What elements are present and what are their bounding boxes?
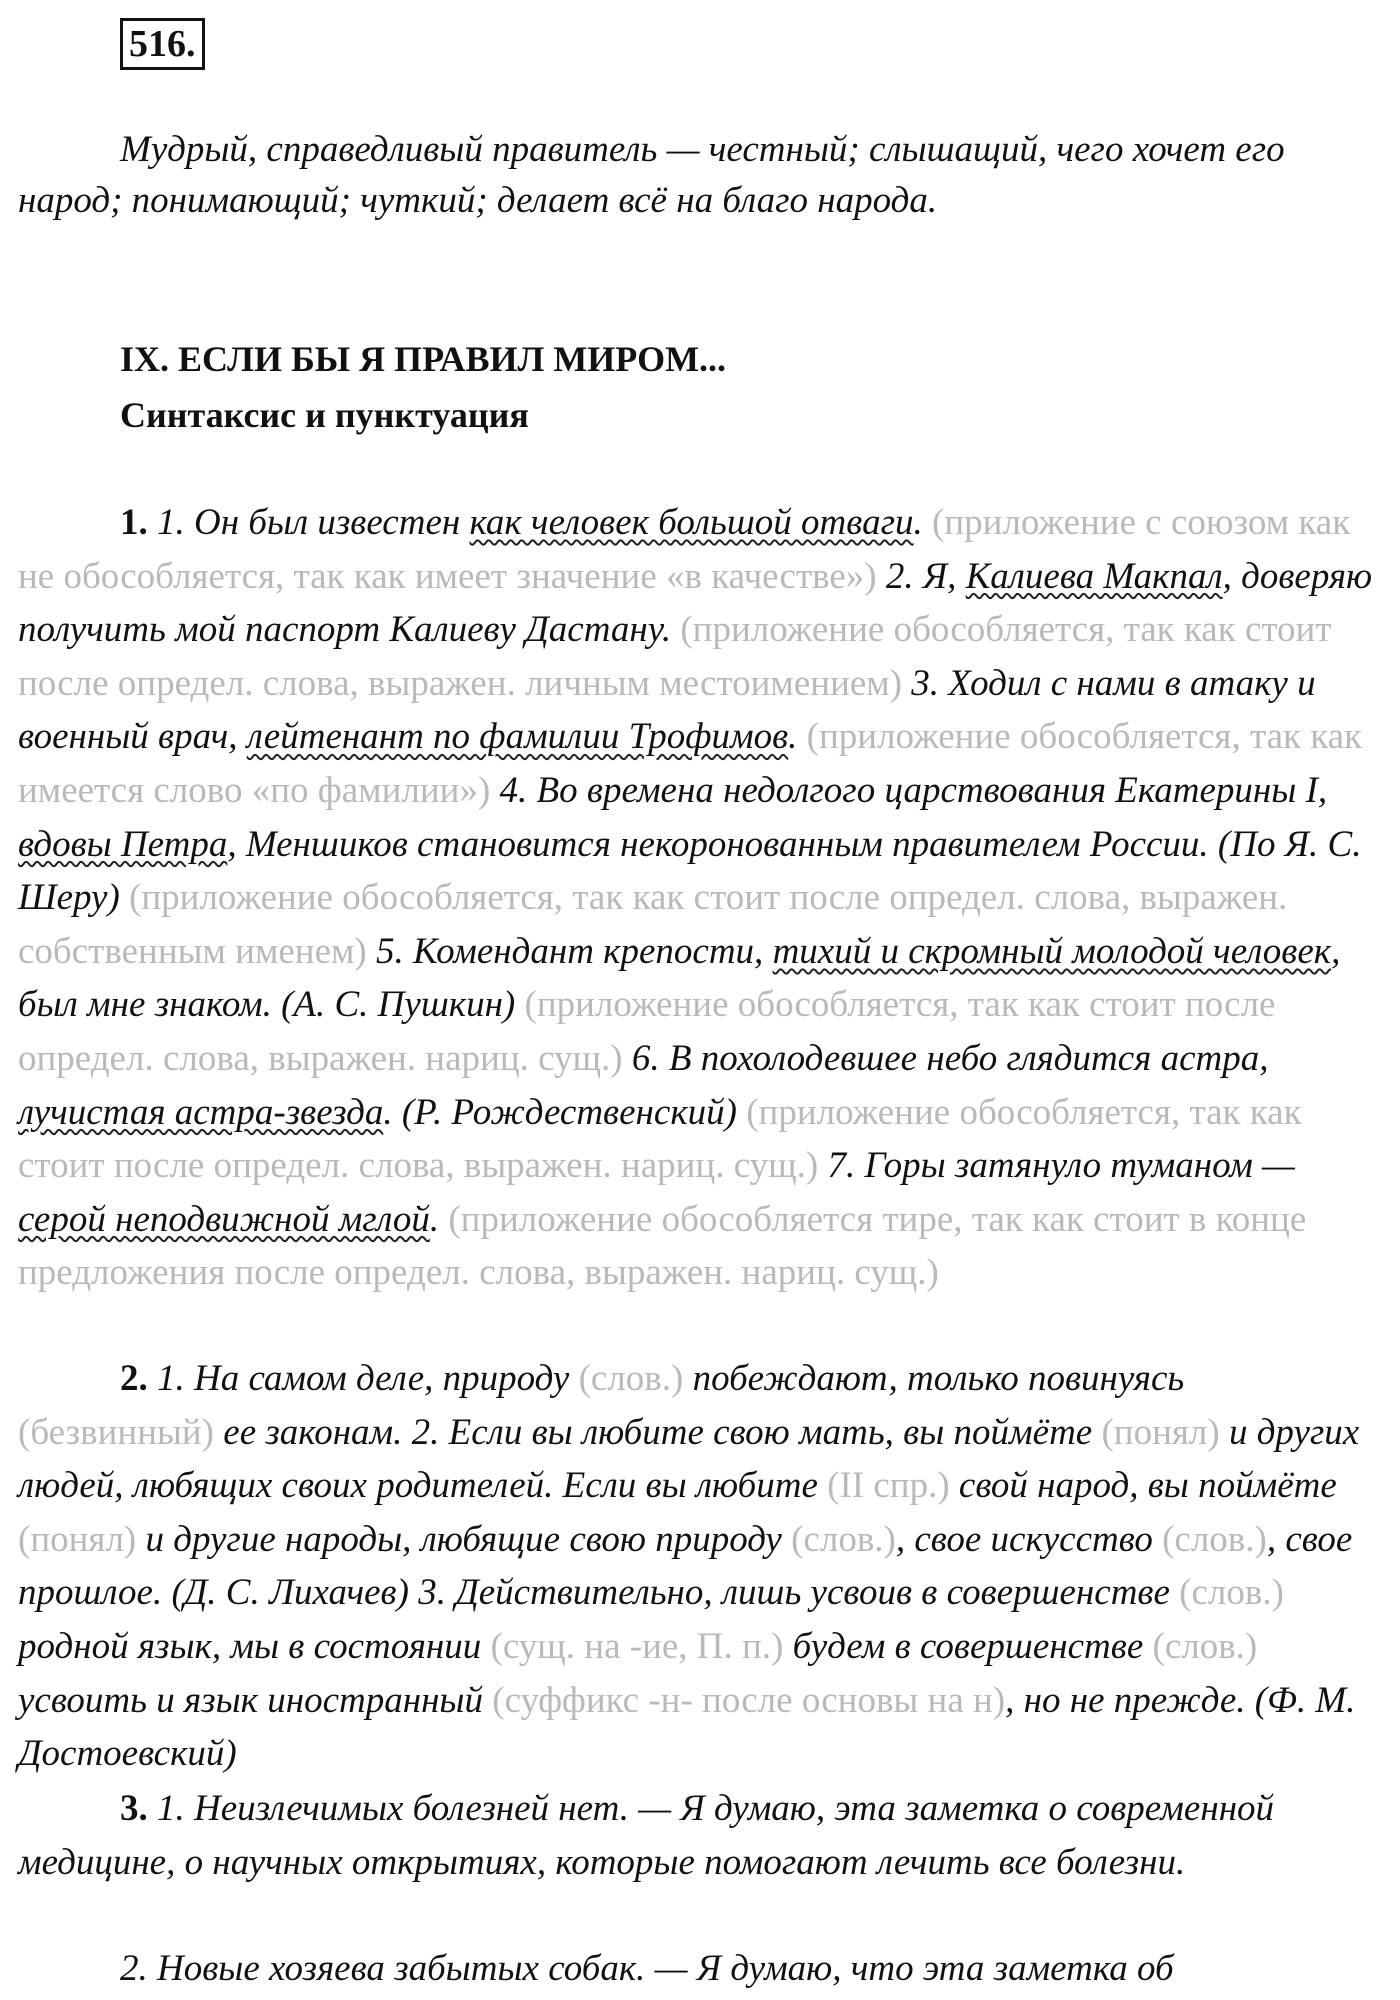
sentence-text: , был мне знаком. (А. С. Пушкин) bbox=[18, 930, 1341, 1026]
appositive-underlined: лучистая астра-звезда bbox=[18, 1091, 384, 1133]
sentence-text: 1. Неизлечимых болезней нет. — Я думаю, эта заметка о современной медицине, о научных открытиях, которые помогают лечить все болезни. bbox=[18, 1788, 1275, 1883]
sentence-text: . bbox=[913, 502, 933, 543]
spelling-note: (понял) bbox=[1101, 1411, 1220, 1453]
sentence-text: и другие народы, любящие свою природу bbox=[136, 1518, 792, 1560]
appositive-underlined: тихий и скромный молодой человек bbox=[772, 930, 1332, 972]
sentence-text: 3. Ходил с нами в атаку и военный врач, bbox=[18, 662, 1316, 758]
grammar-note: (приложение обособляется, так как имеется слово «по фамилии») bbox=[18, 716, 1363, 811]
sentence-text: 5. Комендант крепости, bbox=[366, 930, 773, 972]
sentence-text: , доверяю получить мой паспорт Калиеву Дастану. bbox=[18, 555, 1373, 651]
sentence-text: усвоить и язык иностранный bbox=[18, 1679, 493, 1721]
sentence-text: , но не прежде. (Ф. М. Достоевский) bbox=[18, 1679, 1356, 1775]
spelling-note: (понял) bbox=[18, 1518, 137, 1560]
grammar-note: (приложение обособляется тире, так как стоит в конце предложения после определ. слова, выражен. нариц. сущ.) bbox=[18, 1198, 1307, 1294]
appositive-underlined: Калиева Макпал bbox=[965, 555, 1223, 597]
sentence-text: 2. Я, bbox=[876, 555, 966, 597]
sentence-text: , свое искусство bbox=[895, 1518, 1163, 1560]
spelling-note: (слов.) bbox=[1179, 1572, 1284, 1614]
sentence-text: . bbox=[788, 716, 807, 758]
spelling-note: (слов.) bbox=[1162, 1518, 1267, 1560]
section-subtitle: Синтаксис и пунктуация bbox=[120, 395, 529, 435]
sentence-text: 6. В похолодевшее небо глядится астра, bbox=[622, 1037, 1269, 1079]
intro-paragraph: Мудрый, справедливый правитель — честный; слышащий, чего хочет его народ; понимающий; чуткий; делает всё на благо народа. bbox=[18, 129, 1285, 221]
grammar-note: (приложение обособляется, так как стоит после определ. слова, выражен. нариц. сущ.) bbox=[18, 984, 1276, 1079]
sentence-text: будем в совершенстве bbox=[783, 1625, 1153, 1667]
spelling-note: (суффикс -н- после основы на н) bbox=[492, 1679, 1006, 1721]
grammar-note: (приложение обособляется, так как стоит после определ. слова, выражен. собственным именем) bbox=[18, 877, 1288, 972]
appositive-underlined: как человек большой отваги bbox=[469, 502, 914, 543]
sentence-text: , Меншиков становится некоронованным правителем России. (По Я. С. Шеру) bbox=[18, 823, 1362, 919]
spelling-note: (II спр.) bbox=[827, 1465, 950, 1507]
spelling-note: (слов.) bbox=[578, 1358, 684, 1399]
spelling-note: (слов.) bbox=[1152, 1625, 1258, 1667]
sentence-text: 7. Горы затянуло туманом — bbox=[818, 1145, 1295, 1187]
grammar-note: (приложение обособляется, так как стоит после определ. слова, выражен. нариц. сущ.) bbox=[18, 1091, 1302, 1187]
spelling-note: (сущ. на -ие, П. п.) bbox=[490, 1625, 784, 1667]
exercise-number: 2. bbox=[120, 1358, 148, 1399]
sentence-text: и других людей, любящих своих родителей. Если вы любите bbox=[18, 1411, 1360, 1507]
appositive-underlined: вдовы Петра bbox=[18, 823, 228, 865]
grammar-note: (приложение обособляется, так как стоит после определ. слова, выражен. личным местоимением) bbox=[18, 609, 1332, 704]
section-title: IX. ЕСЛИ БЫ Я ПРАВИЛ МИРОМ... bbox=[120, 339, 727, 379]
exercise-number: 1. bbox=[120, 502, 148, 543]
exercise-2 bbox=[18, 1352, 1378, 1781]
sentence-text: 4. Во времена недолгого царствования Екатерины I, bbox=[490, 769, 1328, 811]
sentence-text: . bbox=[429, 1198, 449, 1240]
exercise-number: 3. bbox=[120, 1788, 148, 1829]
sentence-text: родной язык, мы в состоянии bbox=[18, 1625, 491, 1667]
sentence-text: 1. Он был известен bbox=[147, 502, 470, 543]
appositive-underlined: лейтенант по фамилии Трофимов bbox=[246, 716, 789, 758]
grammar-note: (приложение с союзом как не обособляется, так как имеет значение «в качестве») bbox=[18, 502, 1351, 597]
spelling-note: (слов.) bbox=[791, 1518, 896, 1560]
spelling-note: (безвинный) bbox=[18, 1411, 215, 1453]
sentence-text: побеждают, только повинуясь bbox=[683, 1358, 1185, 1399]
exercise-3-item-2: 2. Новые хозяева забытых собак. — Я думаю, что эта заметка об bbox=[120, 1948, 1174, 1989]
sentence-text: свой народ, вы поймёте bbox=[949, 1465, 1337, 1507]
sentence-text: ее законам. 2. Если вы любите свою мать, вы поймёте bbox=[214, 1411, 1102, 1453]
sentence-text: . (Р. Рождественский) bbox=[383, 1091, 747, 1133]
sentence-text: , свое прошлое. (Д. С. Лихачев) 3. Действительно, лишь усвоив в совершенстве bbox=[18, 1518, 1353, 1614]
exercise-3 bbox=[18, 1782, 1378, 1889]
task-number-badge: 516. bbox=[120, 18, 205, 70]
exercise-1 bbox=[18, 496, 1378, 1300]
appositive-underlined: серой неподвижной мглой bbox=[18, 1198, 430, 1240]
sentence-text: 1. На самом деле, природу bbox=[147, 1358, 579, 1399]
